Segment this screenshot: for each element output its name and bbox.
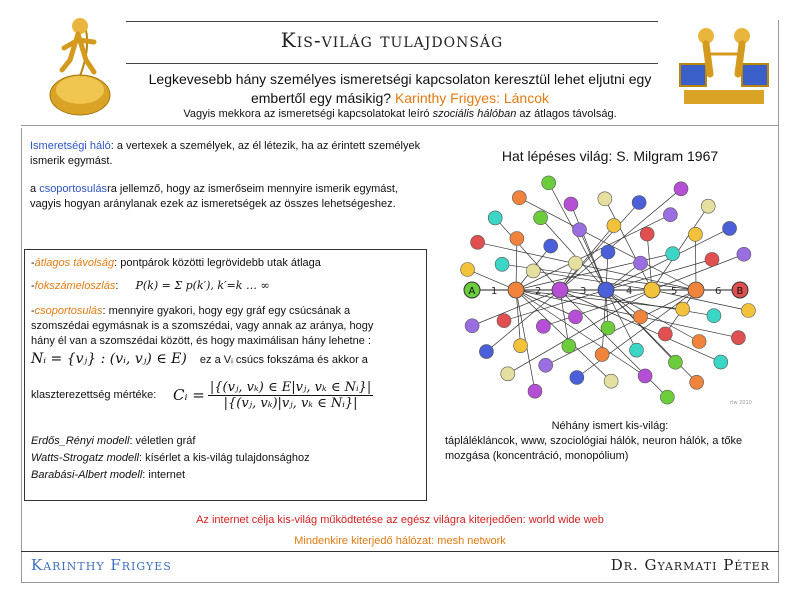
graph-edge	[652, 206, 708, 290]
lead-sub-italic: szociális hálóban	[432, 108, 517, 120]
avg-term: átlagos távolság	[34, 257, 115, 269]
graph-node	[688, 227, 702, 241]
gold-figure-mouse-clipart	[40, 10, 120, 120]
graph-node	[604, 374, 618, 388]
graph-node	[663, 208, 677, 222]
chain-step-label: 6	[715, 286, 722, 297]
cluster-def: ra jellemző, hogy az ismerőseim mennyire ismerik egymást, vagyis hogyan aránylanak ezek az ismeretségek az összes lehetségeshez.	[30, 183, 399, 210]
graph-node	[528, 384, 542, 398]
graph-node	[690, 375, 704, 389]
footer-divider	[21, 551, 779, 552]
lead-subtitle	[140, 108, 660, 120]
graph-node	[674, 182, 688, 196]
chain-hub-node	[508, 282, 524, 298]
frame-bottom	[21, 582, 779, 583]
graph-node	[542, 176, 556, 190]
chain-hub-node	[688, 282, 704, 298]
model-erdos-name: Erdős_Rényi modell	[31, 435, 130, 447]
footer-mesh: Mindenkire kiterjedő hálózat: mesh network	[294, 535, 506, 547]
graph-node	[640, 227, 654, 241]
graph-node	[707, 309, 721, 323]
graph-node	[570, 370, 584, 384]
start-node-label: A	[468, 286, 476, 297]
network-term: Ismeretségi háló	[30, 140, 111, 152]
graph-node	[598, 192, 612, 206]
graph-node	[465, 319, 479, 333]
model-erdos-desc: : véletlen gráf	[129, 435, 196, 447]
lead-question	[140, 70, 660, 108]
computer-users-clipart	[676, 24, 772, 110]
chain-step-label: 1	[491, 286, 498, 297]
graph-node	[562, 339, 576, 353]
definitions-box	[24, 249, 427, 501]
examples-text: táplálékláncok, www, szociológiai hálók, neuron hálók, a tőke mozgása (koncentráció, monopólium)	[445, 435, 743, 462]
graph-node	[501, 367, 515, 381]
end-node-label: B	[736, 286, 744, 297]
graph-node	[461, 262, 475, 276]
graph-edge	[571, 204, 606, 290]
degree-term: fokszámeloszlás	[34, 280, 116, 292]
lead-sub-suffix: az átlagos távolság.	[519, 108, 617, 120]
graph-node	[607, 219, 621, 233]
graph-node	[564, 197, 578, 211]
cluster-term: csoportosulás	[39, 183, 108, 195]
graph-node	[601, 321, 615, 335]
chain-step-label: 3	[580, 286, 587, 297]
degree-line: -fokszámeloszlás: P(k) = Σ p(k′), k′=k … ∞	[31, 279, 270, 292]
examples-heading: Néhány ismert kis-világ:	[551, 420, 669, 432]
graph-edge	[516, 290, 738, 338]
graph-node	[534, 211, 548, 225]
lead-reference: Karinthy Frigyes: Láncok	[394, 90, 550, 106]
graph-edge	[478, 242, 696, 290]
ni-text: ez a Vᵢ csúcs fokszáma és akkor a	[199, 354, 368, 366]
chain-hub-node	[552, 282, 568, 298]
author-right: Dr. Gyarmati Péter	[610, 556, 770, 574]
graph-node	[568, 310, 582, 324]
model-watts-name: Watts-Strogatz modell	[31, 452, 140, 464]
graph-credit: rlw 2010	[730, 400, 752, 406]
graph-node	[512, 191, 526, 205]
graph-node	[495, 257, 509, 271]
model-barabasi-desc: : internet	[142, 469, 186, 481]
ci-label: klaszterezettség mértéke:	[31, 389, 157, 401]
model-erdos	[31, 434, 195, 449]
graph-node	[539, 358, 553, 372]
graph-node	[568, 256, 582, 270]
graph-node	[666, 247, 680, 261]
chain-step-label: 4	[626, 286, 633, 297]
ci-fraction	[208, 380, 373, 411]
graph-node	[488, 211, 502, 225]
graph-node	[601, 245, 615, 259]
graph-node	[630, 343, 644, 357]
ci-formula	[173, 380, 373, 411]
lead-sub-prefix: Vagyis mekkora az ismeretségi kapcsolatokat leíró	[183, 108, 430, 120]
graph-node	[634, 310, 648, 324]
cluster-line2: szomszédai egymásnak is a szomszédai, vagy annak az aránya, hogy	[31, 320, 374, 332]
author-left: Karinthy Frigyes	[31, 556, 172, 574]
model-watts-desc: : kísérlet a kis-világ tulajdonsághoz	[139, 452, 310, 464]
cluster-line3: hány él van a szomszédai között, és hogy maximálisan hány lehetne :	[31, 335, 371, 347]
avg-distance-line: -átlagos távolság: pontpárok közötti legrövidebb utak átlaga	[31, 257, 321, 269]
cluster-prefix: a	[30, 183, 40, 195]
ci-denominator: |{(vⱼ, vₖ)|vⱼ, vₖ ∈ Nᵢ}|	[223, 396, 358, 411]
model-barabasi	[31, 468, 185, 483]
frame-right	[778, 20, 779, 582]
graph-node	[514, 339, 528, 353]
chain-hub-node	[644, 282, 660, 298]
graph-node	[701, 199, 715, 213]
graph-node	[595, 347, 609, 361]
degree-formula: P(k) = Σ p(k′), k′=k … ∞	[135, 279, 270, 292]
page-title: Kis-világ tulajdonság	[280, 28, 504, 52]
graph-edge	[605, 199, 652, 290]
graph-node	[731, 331, 745, 345]
lead-question-text: Legkevesebb hány személyes ismeretségi kapcsolaton keresztül lehet eljutni egy embertől egy másikig?	[148, 71, 652, 106]
cluster-box-term: csoportosulás	[34, 305, 103, 317]
graph-node	[668, 355, 682, 369]
graph-node	[723, 221, 737, 235]
graph-edge	[516, 215, 670, 290]
title-rule-top	[126, 21, 658, 22]
graph-node	[634, 256, 648, 270]
ci-numerator: |{(vⱼ, vₖ) ∈ E|vⱼ, vₖ ∈ Nᵢ}|	[209, 380, 372, 395]
graph-node	[471, 235, 485, 249]
graph-node	[676, 302, 690, 316]
ci-lhs: Cᵢ =	[173, 386, 205, 404]
graph-node	[705, 252, 719, 266]
examples	[445, 419, 775, 464]
avg-def: : pontpárok közötti legrövidebb utak átlaga	[114, 257, 321, 269]
model-barabasi-name: Barabási-Albert modell	[31, 469, 143, 481]
graph-edge	[606, 290, 637, 350]
chain-hub-node	[598, 282, 614, 298]
graph-node	[526, 264, 540, 278]
network-definition	[30, 139, 430, 169]
cluster-box-line: -csoportosulás: mennyire gyakori, hogy egy gráf egy csúcsának a	[31, 305, 351, 317]
graph-node	[737, 247, 751, 261]
cluster-line1: : mennyire gyakori, hogy egy gráf egy csúcsának a	[102, 305, 351, 317]
graph-node	[660, 390, 674, 404]
chain-step-label: 5	[671, 286, 678, 297]
graph-node	[572, 223, 586, 237]
header-divider	[21, 125, 778, 126]
graph-node	[658, 327, 672, 341]
graph-node	[536, 319, 550, 333]
small-world-graph	[458, 170, 758, 410]
graph-node	[638, 369, 652, 383]
cluster-definition	[30, 182, 430, 212]
graph-node	[479, 345, 493, 359]
ni-formula: Nᵢ = {vⱼ} : (vᵢ, vⱼ) ∈ E)	[31, 351, 187, 367]
title-rule-bottom	[126, 63, 658, 64]
graph-node	[544, 239, 558, 253]
chain-step-label: 2	[535, 286, 542, 297]
graph-node	[714, 355, 728, 369]
graph-node	[510, 232, 524, 246]
footer-internet: Az internet célja kis-világ működtetése az egész világra kiterjedően: world wide web	[196, 514, 604, 526]
graph-node	[497, 314, 511, 328]
graph-node	[632, 196, 646, 210]
graph-node	[741, 304, 755, 318]
ni-line	[31, 352, 368, 368]
network-def: : a vertexek a személyek, az él létezik, ha az érintett személyek ismerik egymást.	[30, 140, 421, 167]
model-watts	[31, 451, 310, 466]
graph-node	[692, 334, 706, 348]
graph-title: Hat lépéses világ: S. Milgram 1967	[501, 148, 719, 164]
